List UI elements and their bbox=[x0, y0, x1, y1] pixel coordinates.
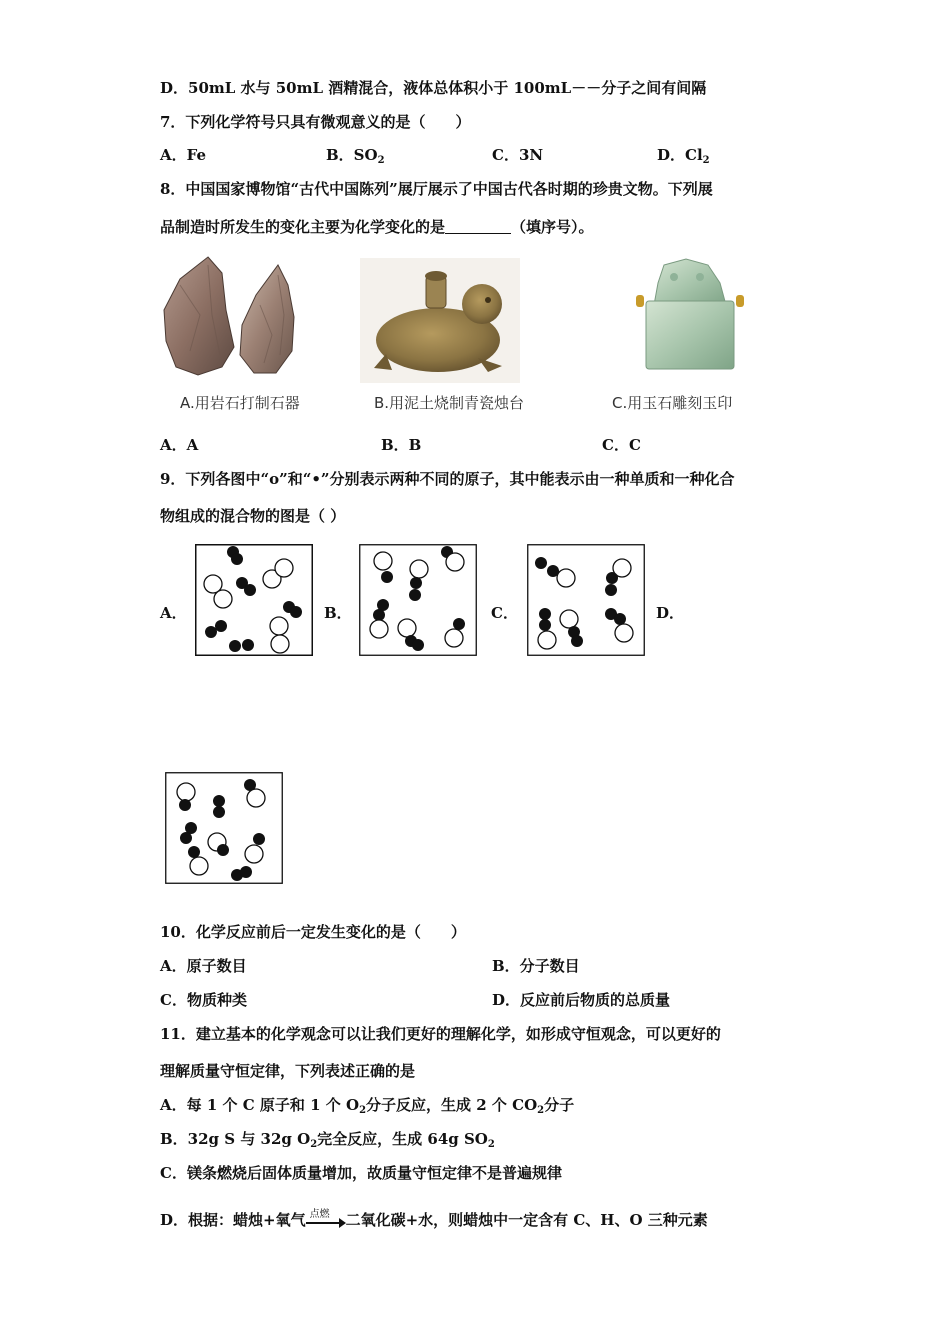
q11-option-b-text: B．32g S 与 32g O bbox=[160, 1130, 311, 1148]
jade-seal-image bbox=[628, 255, 752, 383]
q10-option-d[interactable]: D．反应前后物质的总质量 bbox=[492, 991, 671, 1009]
q7-option-a[interactable]: A．Fe bbox=[160, 146, 207, 164]
q7-stem: 7．下列化学符号只具有微观意义的是（ ） bbox=[160, 113, 471, 131]
q7-option-d-text: D．Cl bbox=[657, 146, 703, 164]
q9-stem-line2: 物组成的混合物的图是（ ） bbox=[160, 507, 346, 525]
caption-a: A.用岩石打制石器 bbox=[180, 394, 300, 412]
q11-option-b[interactable] bbox=[160, 1129, 495, 1155]
q8-option-c[interactable]: C．C bbox=[602, 436, 641, 454]
q10-option-a[interactable]: A．原子数目 bbox=[160, 957, 247, 975]
q6-option-d: D．50mL 水与 50mL 酒精混合，液体总体积小于 100mL－－分子之间有间隔 bbox=[160, 79, 707, 97]
q11-option-d-text: 二氧化碳+水，则蜡烛中一定含有 C、H、O 三种元素 bbox=[345, 1211, 708, 1229]
answer-blank[interactable] bbox=[445, 219, 511, 234]
q10-stem: 10．化学反应前后一定发生变化的是（ ） bbox=[160, 923, 466, 941]
q9-diagram-d[interactable] bbox=[165, 772, 283, 884]
q10-option-b[interactable]: B．分子数目 bbox=[492, 957, 580, 975]
q8-option-b[interactable]: B．B bbox=[381, 436, 422, 454]
q11-option-b-text: 完全反应，生成 64g SO bbox=[317, 1130, 488, 1148]
subscript: 2 bbox=[702, 155, 710, 166]
q9-diagram-a[interactable] bbox=[195, 544, 313, 656]
q9-label-b[interactable]: B． bbox=[324, 604, 352, 622]
q11-option-d-text: D．根据：蜡烛+氧气 bbox=[160, 1211, 306, 1229]
q9-stem-line1: 9．下列各图中“o”和“•”分别表示两种不同的原子，其中能表示由一种单质和一种化合 bbox=[160, 470, 735, 488]
q11-option-a[interactable] bbox=[160, 1095, 574, 1121]
q9-diagram-b[interactable] bbox=[359, 544, 477, 656]
reaction-condition: 点燃 bbox=[309, 1209, 330, 1220]
q7-option-b-text: B．SO bbox=[326, 146, 378, 164]
q8-stem-text: 品制造时所发生的变化主要为化学变化的是 bbox=[160, 218, 446, 236]
q8-stem-tail: （填序号）。 bbox=[511, 218, 594, 236]
q7-option-d[interactable] bbox=[657, 145, 710, 171]
subscript: 2 bbox=[359, 1105, 367, 1116]
q11-option-a-text: A．每 1 个 C 原子和 1 个 O bbox=[160, 1096, 360, 1114]
stone-tools-image bbox=[160, 255, 330, 383]
q9-label-c[interactable]: C． bbox=[491, 604, 518, 622]
q8-stem-line1: 8．中国国家博物馆“古代中国陈列”展厅展示了中国古代各时期的珍贵文物。下列展 bbox=[160, 180, 713, 198]
reaction-arrow bbox=[306, 1209, 346, 1229]
caption-b: B.用泥土烧制青瓷烛台 bbox=[374, 394, 525, 412]
q8-stem-line2 bbox=[160, 217, 594, 237]
subscript: 2 bbox=[310, 1139, 318, 1150]
subscript: 2 bbox=[377, 155, 385, 166]
q11-option-a-text: 分子 bbox=[544, 1096, 575, 1114]
q8-option-a[interactable]: A．A bbox=[160, 436, 199, 454]
subscript: 2 bbox=[537, 1105, 545, 1116]
q11-stem-line1: 11．建立基本的化学观念可以让我们更好的理解化学，如形成守恒观念，可以更好的 bbox=[160, 1025, 721, 1043]
q7-option-c[interactable]: C．3N bbox=[492, 146, 544, 164]
caption-c: C.用玉石雕刻玉印 bbox=[612, 394, 733, 412]
q7-option-b[interactable] bbox=[326, 145, 385, 171]
q11-stem-line2: 理解质量守恒定律，下列表述正确的是 bbox=[160, 1062, 416, 1080]
q9-diagram-c[interactable] bbox=[527, 544, 645, 656]
q11-option-d[interactable] bbox=[160, 1209, 708, 1230]
q11-option-a-text: 分子反应，生成 2 个 CO bbox=[366, 1096, 538, 1114]
q9-label-a[interactable]: A． bbox=[160, 604, 187, 622]
q9-label-d[interactable]: D． bbox=[656, 604, 685, 622]
q11-option-c[interactable]: C．镁条燃烧后固体质量增加，故质量守恒定律不是普遍规律 bbox=[160, 1164, 562, 1182]
q10-option-c[interactable]: C．物质种类 bbox=[160, 991, 247, 1009]
celadon-candle-holder-image bbox=[360, 258, 520, 383]
subscript: 2 bbox=[487, 1139, 495, 1150]
